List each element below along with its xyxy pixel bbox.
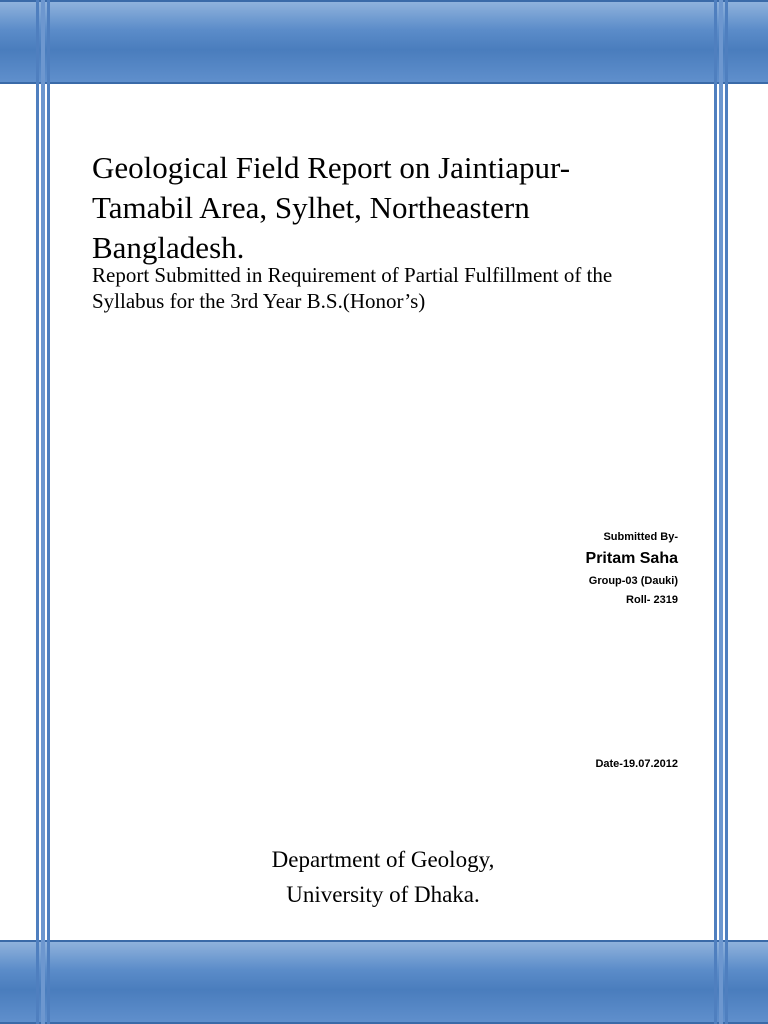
university-name: University of Dhaka. [286,882,480,907]
cover-content [52,84,714,940]
author-roll: Roll- 2319 [626,594,678,606]
author-name: Pritam Saha [585,550,678,567]
report-title-line: Bangladesh. [92,230,245,265]
report-subtitle-line: Syllabus for the 3rd Year B.S.(Honor’s) [92,289,426,313]
report-subtitle [92,262,692,314]
left-border-rail [36,0,52,1024]
right-border-rail [714,0,730,1024]
submitted-by-label: Submitted By- [603,531,678,543]
report-subtitle-line: Report Submitted in Requirement of Partial Fulfillment of the [92,263,613,287]
department-block [52,842,714,912]
top-border-band [0,0,768,84]
report-title [92,148,692,268]
submitted-by-block [586,528,678,610]
report-title-line: Geological Field Report on Jaintiapur- [92,150,571,185]
submission-date: Date-19.07.2012 [595,758,678,770]
bottom-border-band [0,940,768,1024]
report-title-line: Tamabil Area, Sylhet, Northeastern [92,190,530,225]
author-group: Group-03 (Dauki) [588,575,678,587]
department-name: Department of Geology, [271,847,495,872]
